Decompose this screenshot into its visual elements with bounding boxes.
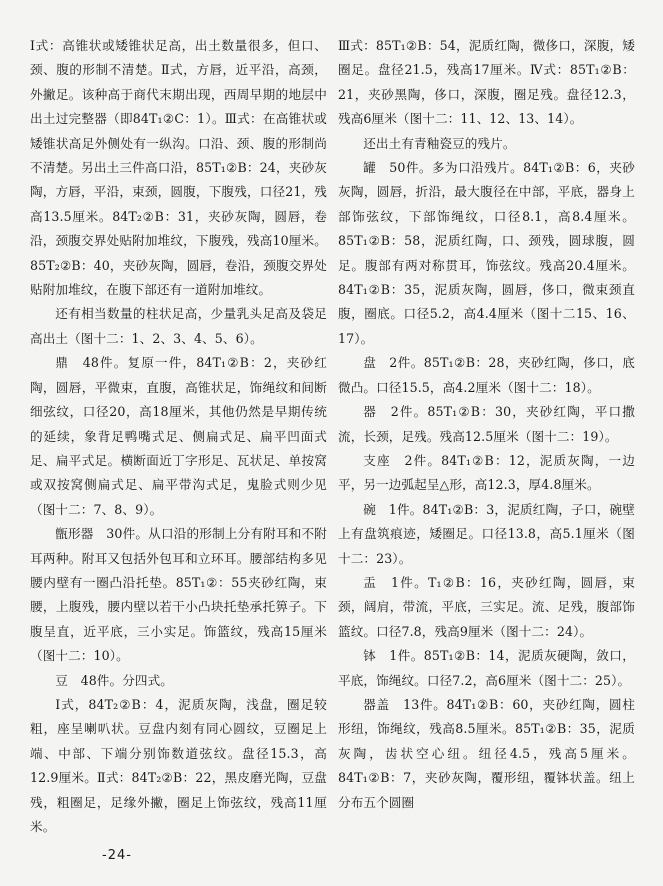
right-column — [338, 34, 635, 815]
paragraph: 鼎 48件。复原一件，84T₁②B：2，夹砂红陶，圆唇，平微束，直腹，高锥状足，饰绳纹和间断细弦纹，口径20，高18厘米，其他仍然是早期传统的延续，象背足鸭嘴式足、侧扁式足、扁平凹面式足、扁平式足。横断面近丁字形足、瓦状足、单按窝或双按窝侧扁式足、扁平带沟式足，鬼脸式则少见（图十二：7、8、9）。 — [30, 355, 327, 517]
paragraph: 还有相当数量的柱状足高，少量乳头足高及袋足高出土（图十二：1、2、3、4、5、6）。 — [30, 306, 327, 346]
paragraph: 豆 48件。分四式。 — [55, 672, 173, 688]
left-column — [30, 34, 327, 839]
paragraph: 还出土有青釉瓷豆的残片。 — [363, 135, 516, 151]
paragraph: 钵 1件。85T₁②B：14，泥质灰硬陶，敛口，平底，饰绳纹。口径7.2，高6厘米（图十二：25）。 — [338, 648, 635, 688]
paragraph: Ⅲ式：85T₁②B：54，泥质红陶，微侈口，深腹，矮圈足。盘径21.5，残高17厘米。Ⅳ式：85T₁②B：21，夹砂黑陶，侈口，深腹，圈足残。盘径12.3，残高6厘米（图十二：11、12、13、14）。 — [338, 38, 635, 127]
paragraph: 盂 1件。T₁②B：16，夹砂红陶，圆唇，束颈，阔肩，带流，平底，三实足。流、足残，腹部饰篮纹。口径7.8，残高9厘米（图十二：24）。 — [338, 574, 635, 639]
paragraph: 器 2件。85T₁②B：30，夹砂红陶，平口撒流，长颈，足残。残高12.5厘米（图十二：19）。 — [338, 404, 635, 444]
paragraph: Ⅰ式：高锥状或矮锥状足高，出土数量很多，但口、颈、腹的形制不清楚。Ⅱ式，方唇，近平沿，高颈，外撇足。该种高于商代末期出现，西周早期的地层中出土过完整器（即84T₁②C：1）。Ⅲ式：在高锥状或矮锥状高足外侧处有一纵沟。口沿、颈、腹的形制尚不清楚。另出土三件高口沿，85T₁②B：24，夹砂灰陶，方唇，平沿，束颈，圆腹，下腹残，口径21，残高13.5厘米。84T₂②B：31，夹砂灰陶，圆唇，卷沿，颈腹交界处贴附加堆纹，下腹残，残高10厘米。85T₂②B：40，夹砂灰陶，圆唇，卷沿，颈腹交界处贴附加堆纹，在腹下部还有一道附加堆纹。 — [30, 38, 327, 298]
paragraph: Ⅰ式，84T₂②B：4，泥质灰陶，浅盘，圈足较粗，座呈喇叭状。豆盘内刻有同心圆纹，豆圈足上端、中部、下端分别饰数道弦纹。盘径15.3，高12.9厘米。Ⅱ式：84T₂②B：22，黑皮磨光陶，豆盘残，粗圈足，足缘外撇，圈足上饰弦纹，残高11厘米。 — [30, 696, 327, 834]
paragraph: 碗 1件。84T₁②B：3，泥质红陶，子口，碗壁上有盘筑痕迹，矮圈足。口径13.8，高5.1厘米（图十二：23）。 — [338, 501, 635, 566]
paragraph: 罐 50件。多为口沿残片。84T₁②B：6，夹砂灰陶，圆唇，折沿，最大腹径在中部，平底，器身上部饰弦纹，下部饰绳纹，口径8.1，高8.4厘米。85T₁②B：58，泥质红陶，口、颈残，圆球腹，圆足。腹部有两对称贯耳，饰弦纹。残高20.4厘米。84T₁②B：35，泥质灰陶，圆唇，侈口，微束颈直腹，圈底。口径5.2，高4.4厘米（图十二15、16、17）。 — [338, 160, 635, 346]
paragraph: 支座 2件。84T₁②B：12，泥质灰陶，一边平，另一边弧起呈△形，高12.3，厚4.8厘米。 — [338, 452, 635, 493]
page-number: -24- — [102, 848, 132, 863]
paragraph: 盘 2件。85T₁②B：28，夹砂红陶，侈口，底微凸。口径15.5，高4.2厘米（图十二：18）。 — [338, 355, 635, 395]
paragraph: 器盖 13件。84T₁②B：60，夹砂红陶，圆柱形纽，饰绳纹，残高8.5厘米。85T₁②B：35，泥质灰陶，齿状空心纽。纽径4.5，残高5厘米。84T₁②B：7，夹砂灰陶，覆形纽，覆钵状盖。纽上分布五个圆圈 — [338, 696, 635, 810]
paragraph: 甑形器 30件。从口沿的形制上分有附耳和不附耳两种。附耳又包括外包耳和立环耳。腰部结构多见腰内壁有一圈凸沿托垫。85T₁②：55夹砂红陶，束腰，上腹残，腰内壁以若干小凸块托垫承托箅子。下腹呈直，近平底，三小实足。饰篮纹，残高15厘米（图十二：10）。 — [30, 526, 327, 664]
